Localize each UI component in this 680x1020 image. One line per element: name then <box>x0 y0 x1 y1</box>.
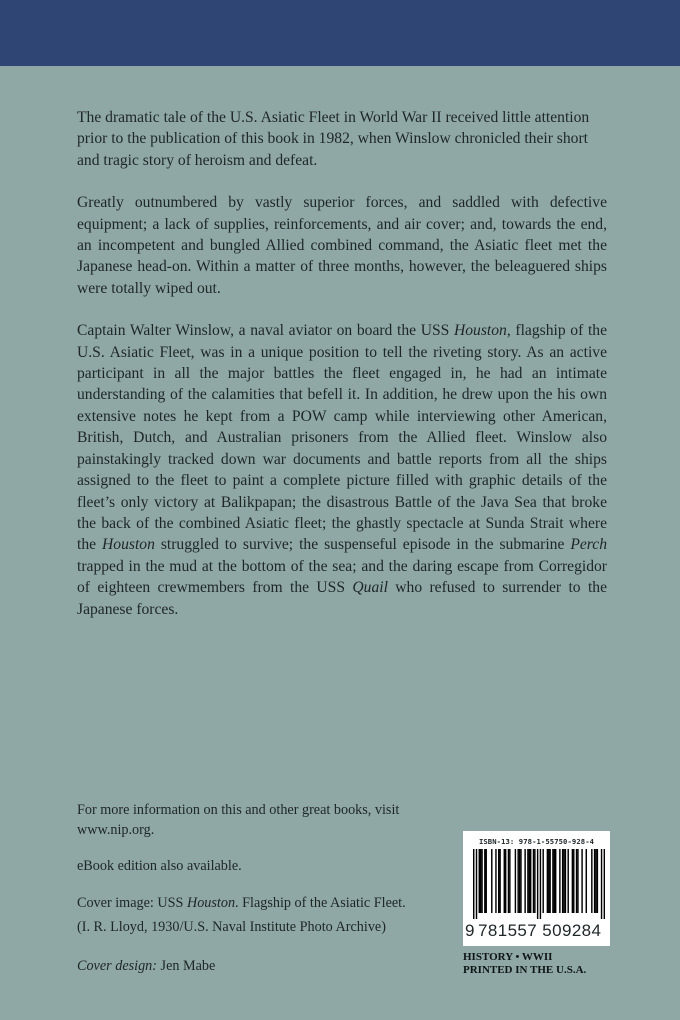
text-segment: trapped in the mud at the bottom of the sea; and the daring escape from Corregidor of eighteen crewmembers from the USS <box>77 557 607 597</box>
designer-name: Jen Mabe <box>157 958 216 974</box>
subject-category: HISTORY • WWII <box>463 951 553 963</box>
barcode-bar <box>573 849 574 913</box>
barcode-bar <box>509 849 510 913</box>
text-segment: struggled to survive; the suspenseful episode in the submarine <box>154 536 571 554</box>
barcode-bar <box>495 849 496 913</box>
ship-name: Houston <box>453 322 507 340</box>
text-segment: , flagship of the U.S. Asiatic Fleet, was in a unique position to tell the riveting story. As an active participant in all the major battles the fleet engaged in, he had an intimate understanding of the calamities that befell it. In addition, he drew upon the his own extensive notes he kept from a POW camp while interviewing other American, British, Dutch, and Australian prisoners from the Allied fleet. Winslow also painstakingly tracked down war documents and battle reports from all the ships assigned to the fleet to paint a complete picture filled with graphic details of the fleet’s only victory at Balikpapan; the disastrous Battle of the Java Sea that broke the back of the combined Asiatic fleet; the ghastly spectacle at Sunda Strait where the <box>77 322 607 554</box>
cover-image-caption <box>77 893 447 913</box>
barcode-bar <box>581 849 582 913</box>
barcode-bar <box>540 849 541 919</box>
barcode-bar <box>554 849 555 913</box>
barcode-bar <box>524 849 525 913</box>
barcode-bar <box>548 849 549 913</box>
barcode-bar <box>484 849 485 913</box>
barcode-bar <box>479 849 480 913</box>
barcode-bar <box>527 849 528 913</box>
barcode-bar <box>597 849 598 913</box>
barcode-bar <box>586 849 587 913</box>
barcode-bar <box>480 849 481 913</box>
barcode-bar <box>552 849 553 913</box>
barcode-bar <box>491 849 492 913</box>
barcode-bar <box>504 849 505 913</box>
barcode-bar <box>547 849 548 913</box>
barcode-bar <box>481 849 482 913</box>
barcode-bar <box>505 849 506 913</box>
ship-name: Quail <box>352 579 388 597</box>
blurb-paragraph-2: Greatly outnumbered by vastly superior forces, and saddled with defective equipment; a lack of supplies, reinforcements, and air cover; and, towards the end, an incompetent and bungled Allied combined command, the Asiatic fleet met the Japanese head-on. Within a matter of three months, however, the beleaguered ships were totally wiped out. <box>77 194 607 297</box>
barcode-bar <box>549 849 550 913</box>
cover-image-credit: (I. R. Lloyd, 1930/U.S. Naval Institute Photo Archive) <box>77 919 386 935</box>
back-cover-blurb <box>77 107 607 641</box>
barcode-bar <box>529 849 530 913</box>
barcode-bar <box>555 849 556 913</box>
barcode-bar <box>595 849 596 913</box>
barcode-bar <box>559 849 560 913</box>
barcode-bar <box>534 849 535 913</box>
more-info-text: For more information on this and other great books, visit <box>77 802 400 818</box>
barcode-bar <box>604 849 605 919</box>
text-segment: Captain Walter Winslow, a naval aviator on board the USS <box>77 322 454 340</box>
barcode-bar <box>517 849 518 913</box>
barcode-bars <box>473 849 605 919</box>
isbn-label: ISBN-13: 978-1-55750-928-4 <box>478 837 595 846</box>
isbn-barcode <box>463 831 610 946</box>
design-label: Cover design: <box>77 958 157 974</box>
barcode-bar <box>498 849 499 913</box>
barcode-bar <box>576 849 577 913</box>
printed-in: PRINTED IN THE U.S.A. <box>463 964 587 976</box>
blurb-paragraph-3 <box>77 320 607 620</box>
barcode-bar <box>473 849 474 919</box>
caption-suffix: . Flagship of the Asiatic Fleet. <box>235 895 406 911</box>
barcode-bar <box>562 849 563 913</box>
barcode-bar <box>508 849 509 913</box>
barcode-bar <box>572 849 573 913</box>
barcode-bar <box>594 849 595 913</box>
barcode-bar <box>537 849 538 919</box>
barcode-bar <box>601 849 602 919</box>
cover-design-credit <box>77 956 447 976</box>
ship-name: Perch <box>570 536 608 554</box>
ship-name: Houston <box>102 536 155 554</box>
barcode-bar <box>533 849 534 913</box>
barcode-bar <box>515 849 516 913</box>
barcode-bar <box>476 849 477 919</box>
barcode-bar <box>577 849 578 913</box>
website-link[interactable]: www.nip.org. <box>77 822 155 838</box>
barcode-bar <box>520 849 521 913</box>
barcode-bar <box>542 849 543 913</box>
barcode-number: 781557 509284 <box>478 921 602 940</box>
barcode-bar <box>499 849 500 913</box>
ebook-notice: eBook edition also available. <box>77 858 242 874</box>
header-band <box>0 0 680 66</box>
barcode-bar <box>519 849 520 913</box>
barcode-bar <box>567 849 568 913</box>
barcode-first-digit: 9 <box>465 921 475 940</box>
barcode-bar <box>486 849 487 913</box>
blurb-paragraph-1: The dramatic tale of the U.S. Asiatic Fleet in World War II received little attention prior to the publication of this book in 1982, when Winslow chronicled their short and tragic story of heroism and defeat. <box>77 109 590 169</box>
barcode-bar <box>565 849 566 913</box>
ship-name: Houston <box>186 895 236 911</box>
category-label <box>463 951 623 977</box>
barcode-bar <box>591 849 592 913</box>
text-segment: who refused to surrender to the Japanese forces. <box>77 579 608 618</box>
caption-prefix: Cover image: USS <box>77 895 187 911</box>
barcode-bar <box>530 849 531 913</box>
barcode-bar <box>563 849 564 913</box>
publisher-footer <box>77 800 447 976</box>
